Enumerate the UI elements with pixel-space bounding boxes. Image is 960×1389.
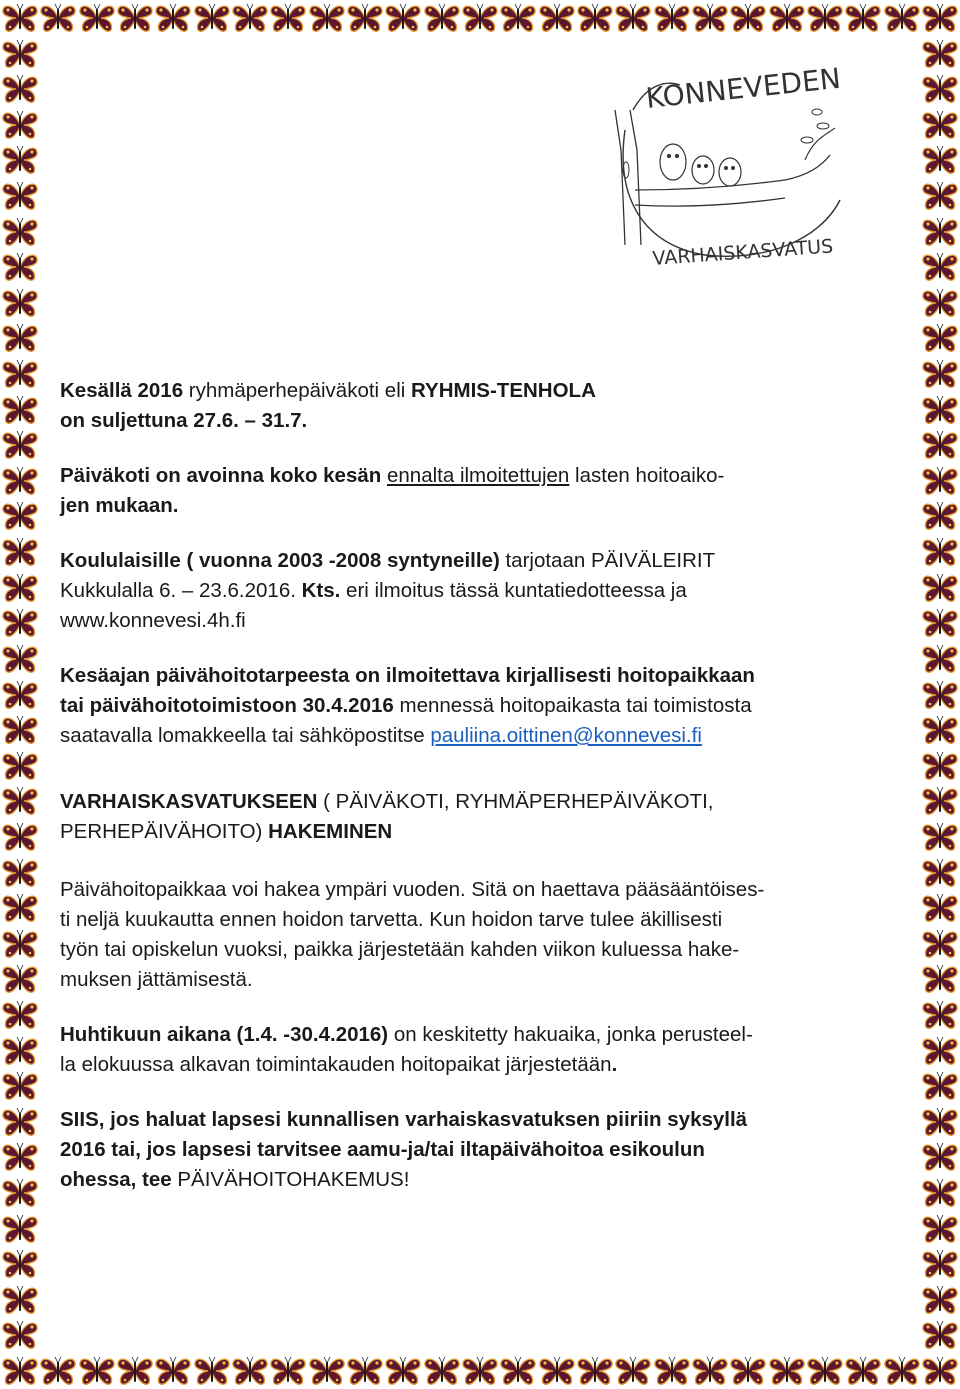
butterfly-icon <box>2 216 38 248</box>
butterfly-icon <box>615 2 651 34</box>
butterfly-icon <box>922 1355 958 1387</box>
butterfly-icon <box>2 465 38 497</box>
butterfly-icon <box>117 2 153 34</box>
butterfly-icon <box>2 679 38 711</box>
butterfly-icon <box>155 2 191 34</box>
butterfly-icon <box>2 714 38 746</box>
butterfly-icon <box>2 394 38 426</box>
butterfly-icon <box>845 2 881 34</box>
butterfly-icon <box>922 144 958 176</box>
butterfly-icon <box>2 109 38 141</box>
butterfly-icon <box>462 1355 498 1387</box>
butterfly-icon <box>922 892 958 924</box>
butterfly-icon <box>385 1355 421 1387</box>
butterfly-icon <box>2 1213 38 1245</box>
konneveden-varhaiskasvatus-logo <box>585 40 850 280</box>
butterfly-icon <box>2 1284 38 1316</box>
butterfly-icon <box>2 572 38 604</box>
butterfly-icon <box>2 2 38 34</box>
butterfly-icon <box>40 2 76 34</box>
butterfly-icon <box>2 73 38 105</box>
butterfly-icon <box>2 38 38 70</box>
butterfly-icon <box>922 643 958 675</box>
butterfly-icon <box>769 2 805 34</box>
butterfly-icon <box>2 928 38 960</box>
butterfly-icon <box>347 2 383 34</box>
logo-top-text: KONNEVEDEN <box>644 61 843 115</box>
butterfly-icon <box>2 144 38 176</box>
butterfly-icon <box>2 607 38 639</box>
butterfly-icon <box>922 679 958 711</box>
butterfly-icon <box>2 1355 38 1387</box>
butterfly-icon <box>2 322 38 354</box>
butterfly-icon <box>922 429 958 461</box>
butterfly-icon <box>500 1355 536 1387</box>
april-application-paragraph: Huhtikuun aikana (1.4. -30.4.2016) on keskitetty hakuaika, jonka perusteel- la elokuussa alkavan toimintakauden hoitopaikat järjestetään. <box>60 1023 753 1076</box>
butterfly-icon <box>462 2 498 34</box>
butterfly-icon <box>807 1355 843 1387</box>
butterfly-icon <box>385 2 421 34</box>
butterfly-icon <box>2 251 38 283</box>
butterfly-icon <box>577 1355 613 1387</box>
butterfly-icon <box>539 2 575 34</box>
butterfly-icon <box>40 1355 76 1387</box>
butterfly-icon <box>577 2 613 34</box>
butterfly-icon <box>922 1106 958 1138</box>
butterfly-icon <box>922 109 958 141</box>
butterfly-icon <box>2 643 38 675</box>
butterfly-icon <box>922 963 958 995</box>
butterfly-icon <box>922 2 958 34</box>
4h-website-text: www.konnevesi.4h.fi <box>60 609 246 632</box>
butterfly-icon <box>2 429 38 461</box>
butterfly-icon <box>884 2 920 34</box>
butterfly-icon <box>922 536 958 568</box>
butterfly-icon <box>692 2 728 34</box>
butterfly-icon <box>2 785 38 817</box>
summer-open-paragraph: Päiväkoti on avoinna koko kesän ennalta ilmoitettujen lasten hoitoaiko- jen mukaan. <box>60 464 725 517</box>
summer-closure-paragraph: Kesällä 2016 ryhmäperhepäiväkoti eli RYHMIS-TENHOLA on suljettuna 27.6. – 31.7. <box>60 379 596 432</box>
butterfly-icon <box>922 1213 958 1245</box>
butterfly-icon <box>2 1141 38 1173</box>
butterfly-icon <box>194 1355 230 1387</box>
butterfly-icon <box>2 857 38 889</box>
butterfly-icon <box>922 180 958 212</box>
butterfly-icon <box>922 999 958 1031</box>
butterfly-icon <box>922 73 958 105</box>
butterfly-icon <box>922 1035 958 1067</box>
butterfly-icon <box>730 2 766 34</box>
butterfly-icon <box>730 1355 766 1387</box>
butterfly-icon <box>79 2 115 34</box>
butterfly-icon <box>2 1070 38 1102</box>
butterfly-icon <box>155 1355 191 1387</box>
butterfly-icon <box>922 358 958 390</box>
butterfly-icon <box>922 38 958 70</box>
butterfly-icon <box>309 2 345 34</box>
butterfly-icon <box>922 394 958 426</box>
butterfly-icon <box>922 1284 958 1316</box>
butterfly-icon <box>845 1355 881 1387</box>
butterfly-icon <box>615 1355 651 1387</box>
butterfly-icon <box>79 1355 115 1387</box>
butterfly-icon <box>2 1106 38 1138</box>
butterfly-icon <box>922 1177 958 1209</box>
butterfly-icon <box>922 465 958 497</box>
butterfly-icon <box>2 821 38 853</box>
butterfly-icon <box>2 536 38 568</box>
butterfly-icon <box>922 821 958 853</box>
butterfly-icon <box>922 785 958 817</box>
announcement-body <box>60 376 900 1195</box>
butterfly-icon <box>922 216 958 248</box>
butterfly-icon <box>2 180 38 212</box>
butterfly-icon <box>922 1248 958 1280</box>
butterfly-icon <box>424 2 460 34</box>
butterfly-icon <box>922 1070 958 1102</box>
butterfly-icon <box>232 1355 268 1387</box>
butterfly-icon <box>424 1355 460 1387</box>
butterfly-icon <box>2 358 38 390</box>
butterfly-icon <box>194 2 230 34</box>
butterfly-icon <box>769 1355 805 1387</box>
butterfly-icon <box>2 963 38 995</box>
day-camp-paragraph: Koululaisille ( vuonna 2003 -2008 syntyneille) tarjotaan PÄIVÄLEIRIT Kukkulalla 6. – 23.6.2016. Kts. eri ilmoitus tässä kuntatiedotteessa ja www.konnevesi.4h.fi <box>60 549 716 632</box>
butterfly-icon <box>922 251 958 283</box>
butterfly-icon <box>500 2 536 34</box>
butterfly-icon <box>922 928 958 960</box>
logo-bottom-text: VARHAISKASVATUS <box>651 235 834 270</box>
email-link[interactable]: pauliina.oittinen@konnevesi.fi <box>430 724 702 747</box>
butterfly-icon <box>539 1355 575 1387</box>
butterfly-icon <box>807 2 843 34</box>
butterfly-icon <box>2 500 38 532</box>
butterfly-icon <box>922 1319 958 1351</box>
butterfly-icon <box>922 500 958 532</box>
butterfly-icon <box>922 750 958 782</box>
application-heading: VARHAISKASVATUKSEEN ( PÄIVÄKOTI, RYHMÄPERHEPÄIVÄKOTI, PERHEPÄIVÄHOITO) HAKEMINEN <box>60 790 714 843</box>
butterfly-icon <box>2 750 38 782</box>
butterfly-icon <box>922 714 958 746</box>
butterfly-icon <box>117 1355 153 1387</box>
butterfly-icon <box>2 892 38 924</box>
butterfly-icon <box>2 999 38 1031</box>
butterfly-icon <box>922 287 958 319</box>
butterfly-icon <box>2 1248 38 1280</box>
butterfly-icon <box>922 572 958 604</box>
application-info-paragraph: Päivähoitopaikkaa voi hakea ympäri vuoden. Sitä on haettava pääsääntöises- ti neljä kuukautta ennen hoidon tarvetta. Kun hoidon tarve tulee äkillisesti työn tai opiskelun vuoksi, paikka järjestetään kahden viikon kuluessa hake- muksen jättämisestä. <box>60 878 765 991</box>
butterfly-icon <box>922 607 958 639</box>
butterfly-icon <box>692 1355 728 1387</box>
butterfly-icon <box>2 1177 38 1209</box>
butterfly-icon <box>2 287 38 319</box>
call-to-action-paragraph: SIIS, jos haluat lapsesi kunnallisen varhaiskasvatuksen piiriin syksyllä 2016 tai, jos lapsesi tarvitsee aamu-ja/tai iltapäivähoitoa esikoulun ohessa, tee PÄIVÄHOITOHAKEMUS! <box>60 1108 748 1191</box>
butterfly-icon <box>232 2 268 34</box>
butterfly-icon <box>309 1355 345 1387</box>
butterfly-icon <box>922 1141 958 1173</box>
butterfly-icon <box>884 1355 920 1387</box>
butterfly-icon <box>922 322 958 354</box>
butterfly-icon <box>654 2 690 34</box>
butterfly-icon <box>2 1319 38 1351</box>
butterfly-icon <box>347 1355 383 1387</box>
butterfly-icon <box>2 1035 38 1067</box>
butterfly-icon <box>922 857 958 889</box>
butterfly-icon <box>270 2 306 34</box>
summer-notice-paragraph: Kesäajan päivähoitotarpeesta on ilmoitettava kirjallisesti hoitopaikkaan tai päivähoitotoimistoon 30.4.2016 mennessä hoitopaikasta tai toimistosta saatavalla lomakkeella tai sähköpostitse pauliina.oittinen@konnevesi.fi <box>60 664 755 747</box>
butterfly-icon <box>270 1355 306 1387</box>
butterfly-icon <box>654 1355 690 1387</box>
